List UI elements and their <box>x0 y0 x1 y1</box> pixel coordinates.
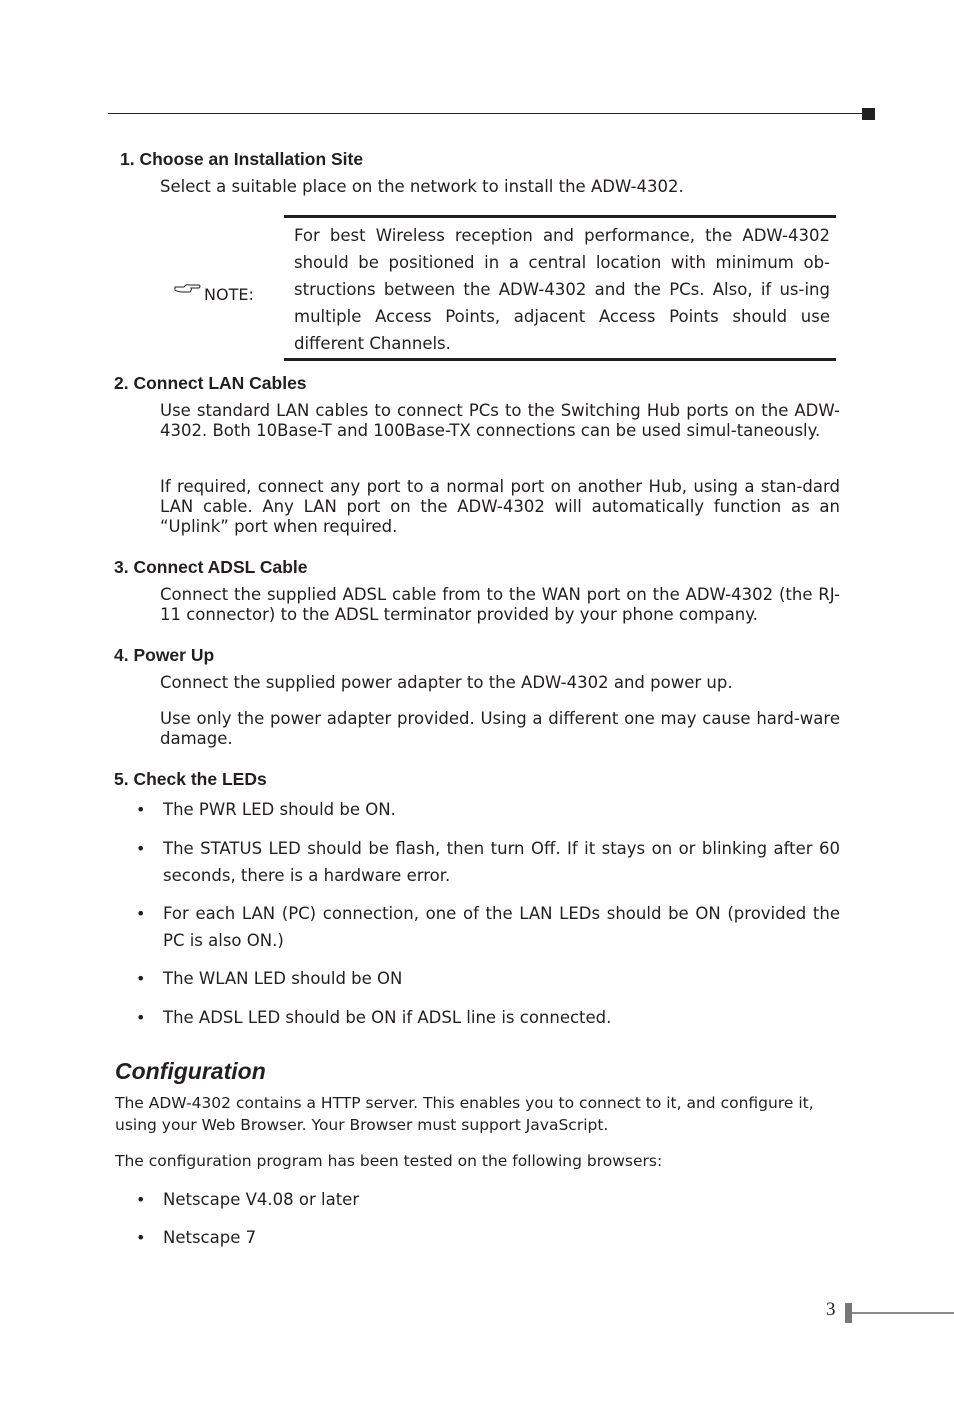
configuration-paragraph-1: The ADW-4302 contains a HTTP server. This enables you to connect to it, and configure it, using your Web Browser. Your Browser must support JavaScript. <box>115 1094 814 1134</box>
section-2-heading: 2. Connect LAN Cables <box>114 373 307 393</box>
section-3-paragraph: Connect the supplied ADSL cable from to the WAN port on the ADW-4302 (the RJ-11 connector) to the ADSL terminator provided by your phone company. <box>160 585 840 624</box>
section-2-paragraph-2: If required, connect any port to a normal port on another Hub, using a stan-dard LAN cable. Any LAN port on the ADW-4302 will automatically function as an “Uplink” port when required. <box>160 477 840 536</box>
configuration-title: Configuration <box>115 1058 266 1084</box>
bullet-marker: • <box>136 800 146 819</box>
bullet-marker: • <box>136 1228 146 1247</box>
led-bullet-status: The STATUS LED should be flash, then turn Off. If it stays on or blinking after 60 seconds, there is a hardware error. <box>163 839 840 885</box>
led-bullet-wlan: The WLAN LED should be ON <box>163 969 403 988</box>
browser-item: Netscape 7 <box>163 1228 257 1247</box>
note-label: NOTE: <box>204 285 254 304</box>
header-rule <box>108 113 864 114</box>
page-number: 3 <box>826 1299 836 1320</box>
section-4-paragraph-1: Connect the supplied power adapter to the ADW-4302 and power up. <box>160 673 733 692</box>
configuration-paragraph-2: The configuration program has been tested on the following browsers: <box>115 1152 663 1170</box>
section-4-paragraph-2: Use only the power adapter provided. Using a different one may cause hard-ware damage. <box>160 709 840 748</box>
bullet-marker: • <box>136 1190 146 1209</box>
bullet-marker: • <box>136 904 146 923</box>
note-top-rule <box>284 215 836 218</box>
led-bullet-pwr: The PWR LED should be ON. <box>163 800 396 819</box>
section-5-heading: 5. Check the LEDs <box>114 769 267 789</box>
note-text: For best Wireless reception and performance, the ADW-4302 should be positioned in a central location with minimum ob-structions between the ADW-4302 and the PCs. Also, if us-ing multiple Access Points, adjacent Access Points should use different Channels. <box>294 226 830 353</box>
bullet-marker: • <box>136 839 146 858</box>
header-square-marker <box>862 108 875 120</box>
bullet-marker: • <box>136 969 146 988</box>
footer-bar-marker <box>845 1303 852 1323</box>
bullet-marker: • <box>136 1008 146 1027</box>
section-1-heading: 1. Choose an Installation Site <box>120 149 364 169</box>
section-4-heading: 4. Power Up <box>114 645 215 665</box>
led-bullet-adsl: The ADSL LED should be ON if ADSL line is connected. <box>163 1008 612 1027</box>
section-2-paragraph-1: Use standard LAN cables to connect PCs to the Switching Hub ports on the ADW-4302. Both 10Base-T and 100Base-TX connections can be used simul-taneously. <box>160 401 840 440</box>
pointing-hand-icon <box>174 280 202 299</box>
section-3-heading: 3. Connect ADSL Cable <box>114 557 308 577</box>
footer-rule <box>852 1312 954 1314</box>
browser-item: Netscape V4.08 or later <box>163 1190 360 1209</box>
section-1-paragraph: Select a suitable place on the network to install the ADW-4302. <box>160 177 684 196</box>
led-bullet-lan: For each LAN (PC) connection, one of the LAN LEDs should be ON (provided the PC is also ON.) <box>163 904 840 950</box>
note-bottom-rule <box>284 358 836 361</box>
